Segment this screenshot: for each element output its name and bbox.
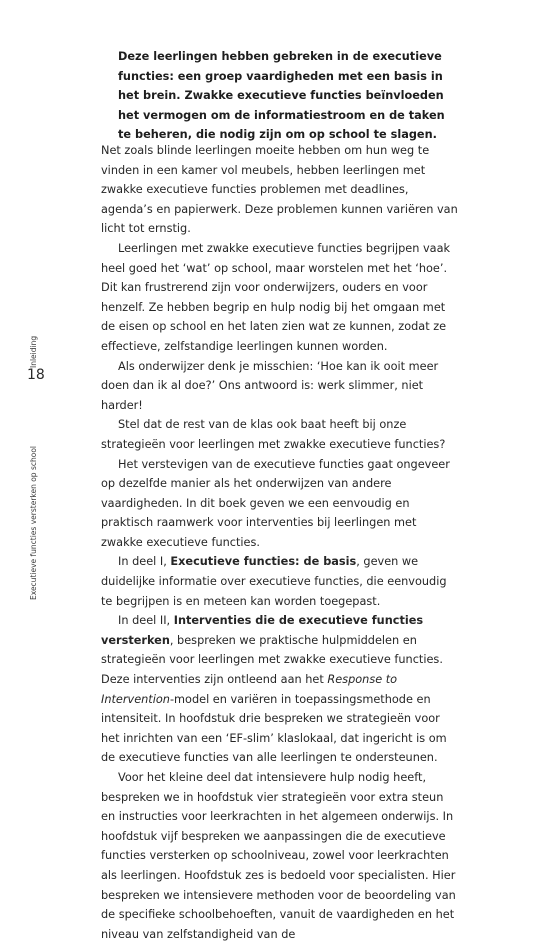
paragraph-text: , geven we duidelijke informatie over executieve functies, die eenvoudig te begrijpen is en meteen kan worden toegepast. (101, 555, 447, 608)
paragraph: Net zoals blinde leerlingen moeite hebben om hun weg te vinden in een kamer vol meubels, hebben leerlingen met zwakke executieve functies problemen met deadlines, agenda’s en papierwerk. Deze problemen kunnen variëren van licht tot ernstig. (101, 144, 458, 236)
italic-term: Response to Intervention (101, 673, 398, 706)
section-running-head: Inleiding (29, 335, 38, 368)
paragraph-text: , bespreken we praktische hulpmiddelen en strategieën voor leerlingen met zwakke executieve functies. Deze interventies zijn ontleend aan het (101, 633, 443, 687)
part-title-bold: Executieve functies: de basis (170, 555, 357, 569)
paragraph: Het verstevigen van de executieve functies gaat ongeveer op dezelfde manier als het onderwijzen van andere vaardigheden. In dit boek geven we een eenvoudig en praktisch raamwerk voor interventies bij leerlingen met zwakke executieve functies. (101, 457, 450, 549)
paragraph: Leerlingen met zwakke executieve functies begrijpen vaak heel goed het ‘wat’ op school, maar worstelen met het ‘hoe’. Dit kan frustrerend zijn voor onderwijzers, ouders en voor henzelf. Ze hebben begrip en hulp nodig bij het omgaan met de eisen op school en het laten zien wat ze kunnen, zodat ze effectieve, zelfstandige leerlingen kunnen worden. (101, 241, 451, 353)
body-text (101, 141, 461, 944)
callout-summary: Deze leerlingen hebben gebreken in de executieve functies: een groep vaardigheden met een basis in het brein. Zwakke executieve functies beïnvloeden het vermogen om de informatiestroom en de taken te beheren, die nodig zijn om op school te slagen. (118, 50, 445, 142)
paragraph-deel-1 (101, 552, 461, 611)
part-title-bold: Interventies die de executieve functies versterken (101, 614, 424, 647)
paragraph: Voor het kleine deel dat intensievere hulp nodig heeft, bespreken we in hoofdstuk vier strategieën voor extra steun en instructies voor leerkrachten in het algemeen onderwijs. In hoofdstuk vijf bespreken we aanpassingen die de executieve functies versterken op schoolniveau, zowel voor leerkrachten als leerlingen. Hoofdstuk zes is bedoeld voor specialisten. Hier bespreken we intensievere methoden voor de beoordeling van de specifieke schoolbehoeften, vanuit de vaardigheden en het niveau van zelfstandigheid van de (101, 771, 456, 941)
book-running-title: Executieve functies versterken op school (29, 445, 38, 600)
paragraph: Als onderwijzer denk je misschien: ‘Hoe kan ik ooit meer doen dan ik al doe?’ Ons antwoord is: werk slimmer, niet harder! (101, 359, 439, 412)
paragraph-text: In deel I, (118, 555, 171, 569)
page-number: 18 (27, 367, 45, 383)
paragraph-text: In deel II, (118, 614, 174, 628)
paragraph-deel-2 (101, 611, 461, 768)
paragraph-text: -model en variëren in toepassingsmethode en intensiteit. In hoofdstuk drie bespreken we strategieën voor het inrichten van een ‘EF-slim’ klaslokaal, dat ingericht is om de executieve functies van alle leerlingen te ondersteunen. (101, 692, 447, 765)
paragraph: Stel dat de rest van de klas ook baat heeft bij onze strategieën voor leerlingen met zwakke executieve functies? (101, 418, 446, 451)
